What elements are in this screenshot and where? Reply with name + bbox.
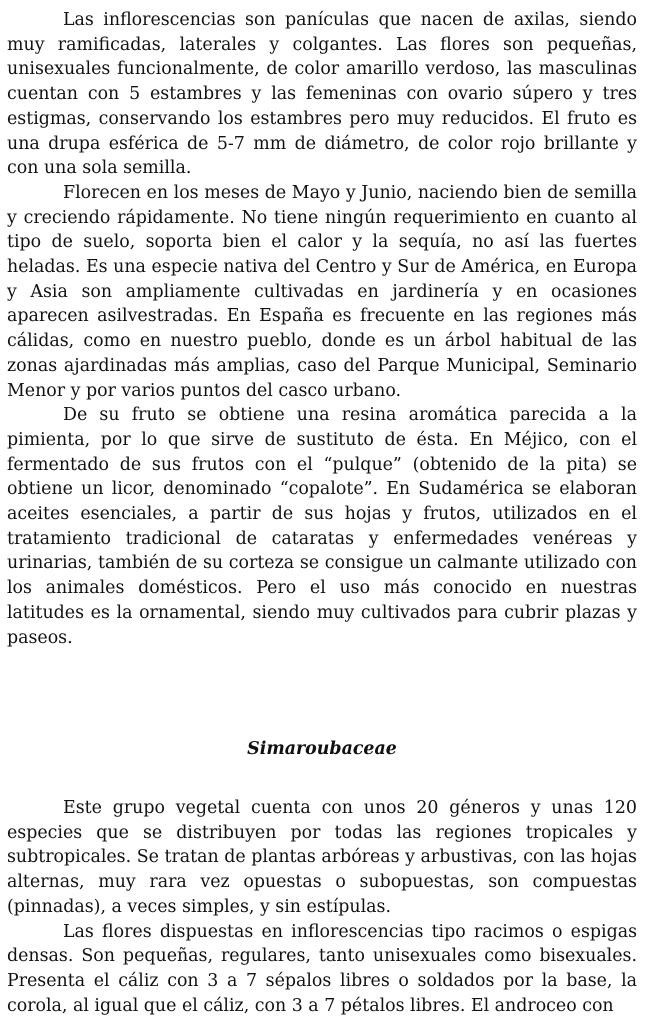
section-heading: Simaroubaceae [7,737,637,762]
section-spacer [7,650,637,737]
document-page [7,8,637,1018]
heading-spacer [7,762,637,796]
paragraph-family-description: Este grupo vegetal cuenta con unos 20 géneros y unas 120 especies que se distribuyen por todas las regiones tropicales y subtropicales. Se tratan de plantas arbóreas y arbustivas, con las hojas alternas, muy rara vez opuestas o subopuestas, son compuestas (pinnadas), a veces simples, y sin estípulas. [7,796,637,920]
paragraph-flowers-description: Las flores dispuestas en inflorescencias tipo racimos o espigas densas. Son pequeñas, regulares, tanto unisexuales como bisexuales. Presenta el cáliz con 3 a 7 sépalos libres o soldados por la base, la corola, al igual que el cáliz, con 3 a 7 pétalos libres. El androceo con [7,920,637,1018]
paragraph-uses: De su fruto se obtiene una resina aromática parecida a la pimienta, por lo que sirve de sustituto de ésta. En Méjico, con el fermentado de sus frutos con el “pulque” (obtenido de la pita) se obtiene un licor, denominado “copalote”. En Sudamérica se elaboran aceites esenciales, a partir de sus hojas y frutos, utilizados en el tratamiento tradicional de cataratas y enfermedades venéreas y urinarias, también de su corteza se consigue un calmante utilizado con los animales domésticos. Pero el uso más conocido en nuestras latitudes es la ornamental, siendo muy cultivados para cubrir plazas y paseos. [7,403,637,650]
paragraph-inflorescences: Las inflorescencias son panículas que nacen de axilas, siendo muy ramificadas, laterales y colgantes. Las flores son pequeñas, unisexuales funcionalmente, de color amarillo verdoso, las masculinas cuentan con 5 estambres y las femeninas con ovario súpero y tres estigmas, conservando los estambres pero muy reducidos. El fruto es una drupa esférica de 5-7 mm de diámetro, de color rojo brillante y con una sola semilla. [7,8,637,181]
paragraph-flowering: Florecen en los meses de Mayo y Junio, naciendo bien de semilla y creciendo rápidamente. No tiene ningún requerimiento en cuanto al tipo de suelo, soporta bien el calor y la sequía, no así las fuertes heladas. Es una especie nativa del Centro y Sur de América, en Europa y Asia son ampliamente cultivadas en jardinería y en ocasiones aparecen asilvestradas. En España es frecuente en las regiones más cálidas, como en nuestro pueblo, donde es un árbol habitual de las zonas ajardinadas más amplias, caso del Parque Municipal, Seminario Menor y por varios puntos del casco urbano. [7,181,637,403]
